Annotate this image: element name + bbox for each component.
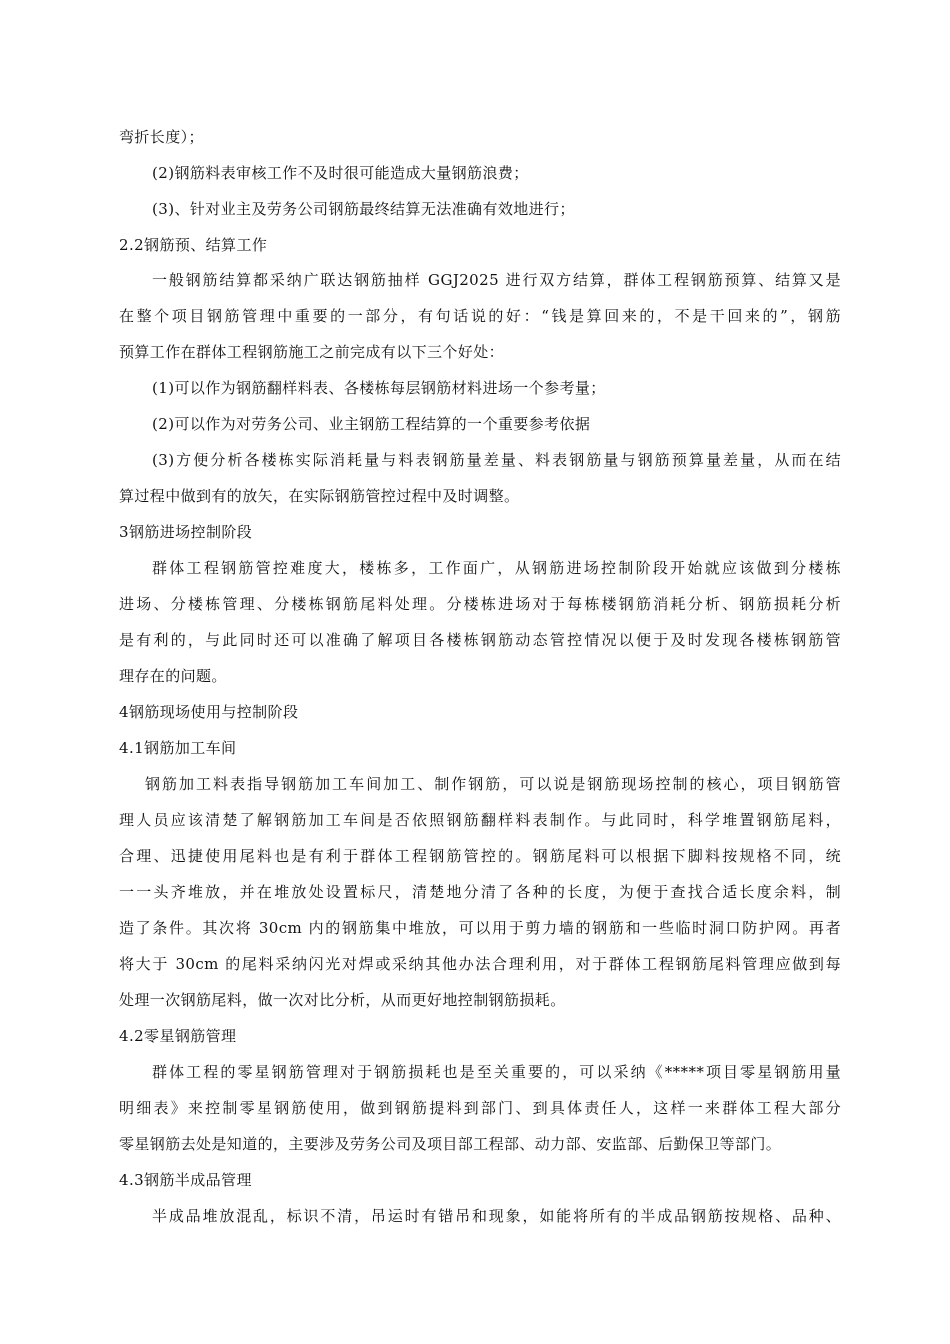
paragraph-line: 群体工程的零星钢筋管理对于钢筋损耗也是至关重要的，可以采纳《*****项目零星钢筋用量: [152, 1063, 841, 1081]
paragraph-line: 算过程中做到有的放矢，在实际钢筋管控过程中及时调整。: [119, 487, 520, 505]
section-heading: 3钢筋进场控制阶段: [119, 523, 253, 541]
paragraph-line: 半成品堆放混乱，标识不清，吊运时有错吊和现象，如能将所有的半成品钢筋按规格、品种、: [152, 1207, 841, 1225]
paragraph-line: 是有利的，与此同时还可以准确了解项目各楼栋钢筋动态管控情况以便于及时发现各楼栋钢筋管: [119, 631, 841, 649]
list-item: (2)钢筋料表审核工作不及时很可能造成大量钢筋浪费；: [152, 164, 529, 182]
paragraph-line: 理人员应该清楚了解钢筋加工车间是否依照钢筋翻样料表制作。与此同时，科学堆置钢筋尾料，: [119, 811, 841, 829]
paragraph-line: 合理、迅捷使用尾料也是有利于群体工程钢筋管控的。钢筋尾料可以根据下脚料按规格不同，统: [119, 847, 841, 865]
subsection-heading: 4.1钢筋加工车间: [119, 739, 237, 757]
paragraph-line: 进场、分楼栋管理、分楼栋钢筋尾料处理。分楼栋进场对于每栋楼钢筋消耗分析、钢筋损耗分析: [119, 595, 841, 613]
text-line: 弯折长度）；: [119, 128, 204, 146]
list-item: (1)可以作为钢筋翻样料表、各楼栋每层钢筋材料进场一个参考量；: [152, 379, 606, 397]
list-item: (3)方便分析各楼栋实际消耗量与料表钢筋量差量、料表钢筋量与钢筋预算量差量，从而在结: [152, 451, 841, 469]
list-item: (2)可以作为对劳务公司、业主钢筋工程结算的一个重要参考依据: [152, 415, 591, 433]
paragraph-line: 将大于 30cm 的尾料采纳闪光对焊或采纳其他办法合理利用，对于群体工程钢筋尾料管理应做到每: [119, 955, 841, 973]
paragraph-line: 群体工程钢筋管控难度大，楼栋多，工作面广，从钢筋进场控制阶段开始就应该做到分楼栋: [152, 559, 841, 577]
subsection-heading: 4.3钢筋半成品管理: [119, 1171, 252, 1189]
paragraph-line: 一般钢筋结算都采纳广联达钢筋抽样 GGJ2025 进行双方结算，群体工程钢筋预算、结算又是: [152, 271, 841, 289]
section-heading: 2.2钢筋预、结算工作: [119, 236, 268, 254]
paragraph-line: 零星钢筋去处是知道的，主要涉及劳务公司及项目部工程部、动力部、安监部、后勤保卫等部门。: [119, 1135, 782, 1153]
paragraph-line: 预算工作在群体工程钢筋施工之前完成有以下三个好处：: [119, 343, 505, 361]
paragraph-line: 造了条件。其次将 30cm 内的钢筋集中堆放，可以用于剪力墙的钢筋和一些临时洞口防护网。再者: [119, 919, 841, 937]
subsection-heading: 4.2零星钢筋管理: [119, 1027, 237, 1045]
section-heading: 4钢筋现场使用与控制阶段: [119, 703, 299, 721]
paragraph-line: 明细表》来控制零星钢筋使用，做到钢筋提料到部门、到具体责任人，这样一来群体工程大部分: [119, 1099, 841, 1117]
paragraph-line: 一一头齐堆放，并在堆放处设置标尺，清楚地分清了各种的长度，为便于查找合适长度余料，制: [119, 883, 841, 901]
paragraph-line: 理存在的问题。: [119, 667, 227, 685]
paragraph-line: 钢筋加工料表指导钢筋加工车间加工、制作钢筋，可以说是钢筋现场控制的核心，项目钢筋管: [145, 775, 841, 793]
list-item: (3)、针对业主及劳务公司钢筋最终结算无法准确有效地进行；: [152, 200, 575, 218]
paragraph-line: 处理一次钢筋尾料，做一次对比分析，从而更好地控制钢筋损耗。: [119, 991, 566, 1009]
paragraph-line: 在整个项目钢筋管理中重要的一部分，有句话说的好：“钱是算回来的，不是干回来的”，钢筋: [119, 307, 841, 325]
